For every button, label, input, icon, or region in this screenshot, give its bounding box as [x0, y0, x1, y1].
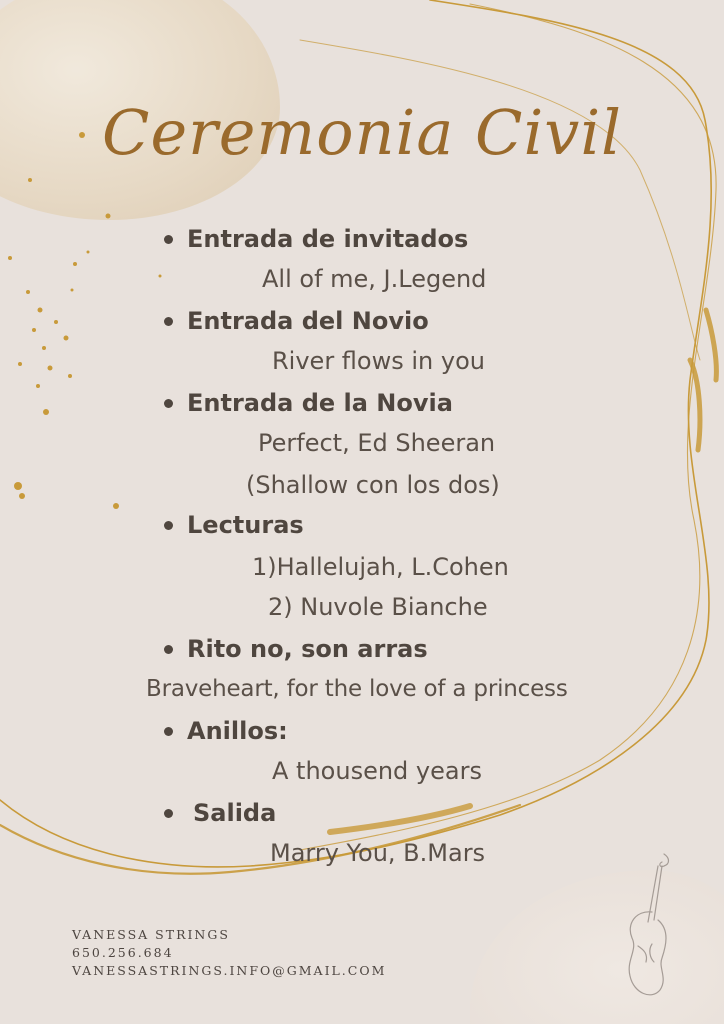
page: Ceremonia Civil Entrada de invitados All of me, J.Legend Entrada del Novio River flows in you Entrada de la Novia Perfect, Ed Sheeran (Shallow con los dos) Lecturas 1)Hallelujah, L.Cohen 2) Nuvole Bianche Rito no, son arras Braveheart, for the love of a princess Anillos: A thousend years Salida Marry You, B.Mars VANESSA STRINGS 650.256.684 VANESSASTRINGS.INFO@GMAIL.COM — [0, 0, 724, 1024]
bullet-icon — [164, 521, 173, 530]
contact-footer — [72, 926, 386, 980]
bullet-icon — [164, 645, 173, 654]
bullet-icon — [164, 235, 173, 244]
footer-email: VANESSASTRINGS.INFO@GMAIL.COM — [72, 963, 387, 978]
bullet-icon — [164, 399, 173, 408]
footer-name: VANESSA STRINGS — [72, 927, 230, 942]
bullet-icon — [164, 317, 173, 326]
footer-phone: 650.256.684 — [72, 945, 174, 960]
bullet-icon — [164, 809, 173, 818]
page-title: Ceremonia Civil — [102, 96, 622, 169]
bullet-icon — [164, 727, 173, 736]
violin-icon — [618, 850, 678, 1010]
